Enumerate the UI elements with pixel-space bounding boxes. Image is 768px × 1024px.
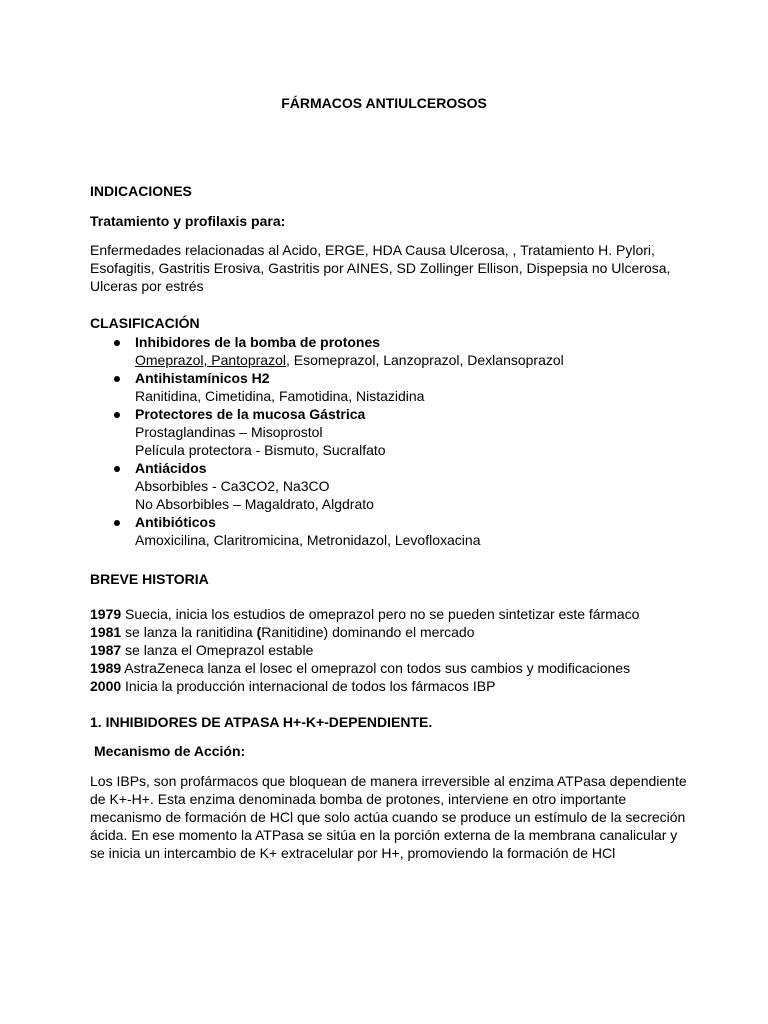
list-item-detail: Prostaglandinas – Misoprostol bbox=[135, 424, 323, 440]
history-entry bbox=[90, 605, 690, 623]
list-item bbox=[90, 459, 690, 513]
list-item-detail: Película protectora - Bismuto, Sucralfato bbox=[135, 442, 386, 458]
bullet-icon bbox=[114, 376, 120, 382]
historia-list bbox=[90, 605, 690, 695]
list-item-detail: Amoxicilina, Claritromicina, Metronidazol, Levofloxacina bbox=[135, 532, 481, 548]
list-item-heading: Antibióticos bbox=[135, 514, 216, 530]
history-text: se lanza la ranitidina bbox=[121, 624, 257, 640]
history-year: 1979 bbox=[90, 606, 122, 622]
section1-heading: 1. INHIBIDORES DE ATPASA H+-K+-DEPENDIENTE. bbox=[90, 714, 433, 730]
list-item-detail: No Absorbibles – Magaldrato, Algdrato bbox=[135, 496, 374, 512]
history-entry bbox=[90, 623, 690, 641]
clasificacion-list bbox=[90, 333, 690, 549]
history-year: 1989 bbox=[90, 660, 122, 676]
clasificacion-heading: CLASIFICACIÓN bbox=[90, 315, 200, 331]
list-item-detail: Ranitidina, Cimetidina, Famotidina, Nistazidina bbox=[135, 388, 425, 404]
section1-text: Los IBPs, son profármacos que bloquean de manera irreversible al enzima ATPasa dependiente de K+-H+. Esta enzima denominada bomba de protones, interviene en otro importante mecanismo de formación de HCl que solo actúa cuando se produce un estímulo de la secreción ácida. En ese momento la ATPasa se sitúa en la porción externa de la membrana canalicular y se inicia un intercambio de K+ extracelular por H+, promoviendo la formación de HCl bbox=[90, 773, 687, 861]
indicaciones-heading: INDICACIONES bbox=[90, 183, 192, 199]
history-text: Suecia, inicia los estudios de omeprazol pero no se pueden sintetizar este fármaco bbox=[121, 606, 640, 622]
list-item bbox=[90, 333, 690, 369]
indicaciones-subheading: Tratamiento y profilaxis para: bbox=[90, 213, 286, 229]
bullet-icon bbox=[114, 466, 120, 472]
drug-list-rest: , Esomeprazol, Lanzoprazol, Dexlansoprazol bbox=[285, 352, 564, 368]
list-item bbox=[90, 369, 690, 405]
indicaciones-text: Enfermedades relacionadas al Acido, ERGE, HDA Causa Ulcerosa, , Tratamiento H. Pylori, Esofagitis, Gastritis Erosiva, Gastritis por AINES, SD Zollinger Ellison, Dispepsia no Ulcerosa, Ulceras por estrés bbox=[90, 242, 671, 294]
document-title: FÁRMACOS ANTIULCEROSOS bbox=[281, 95, 487, 111]
list-item-heading: Protectores de la mucosa Gástrica bbox=[135, 406, 366, 422]
bullet-icon bbox=[114, 520, 120, 526]
history-text: AstraZeneca lanza el losec el omeprazol con todos sus cambios y modificaciones bbox=[121, 660, 631, 676]
history-year: 2000 bbox=[90, 678, 122, 694]
list-item-heading: Antihistamínicos H2 bbox=[135, 370, 270, 386]
history-text: Inicia la producción internacional de todos los fármacos IBP bbox=[121, 678, 496, 694]
underlined-drugs: Omeprazol, Pantoprazol bbox=[135, 352, 286, 368]
section1-subheading: Mecanismo de Acción: bbox=[94, 743, 246, 759]
list-item bbox=[90, 513, 690, 549]
history-paren: ( bbox=[256, 624, 262, 640]
list-item-heading: Inhibidores de la bomba de protones bbox=[135, 334, 381, 350]
list-item-detail bbox=[135, 351, 690, 369]
historia-heading: BREVE HISTORIA bbox=[90, 571, 209, 587]
bullet-icon bbox=[114, 340, 120, 346]
history-entry bbox=[90, 641, 690, 659]
history-entry bbox=[90, 677, 690, 695]
history-year: 1981 bbox=[90, 624, 122, 640]
list-item bbox=[90, 405, 690, 459]
list-item-heading: Antiácidos bbox=[135, 460, 207, 476]
history-text-cont: Ranitidine) dominando el mercado bbox=[261, 624, 475, 640]
history-year: 1987 bbox=[90, 642, 122, 658]
bullet-icon bbox=[114, 412, 120, 418]
history-text: se lanza el Omeprazol estable bbox=[121, 642, 314, 658]
list-item-detail: Absorbibles - Ca3CO2, Na3CO bbox=[135, 478, 330, 494]
history-entry bbox=[90, 659, 690, 677]
